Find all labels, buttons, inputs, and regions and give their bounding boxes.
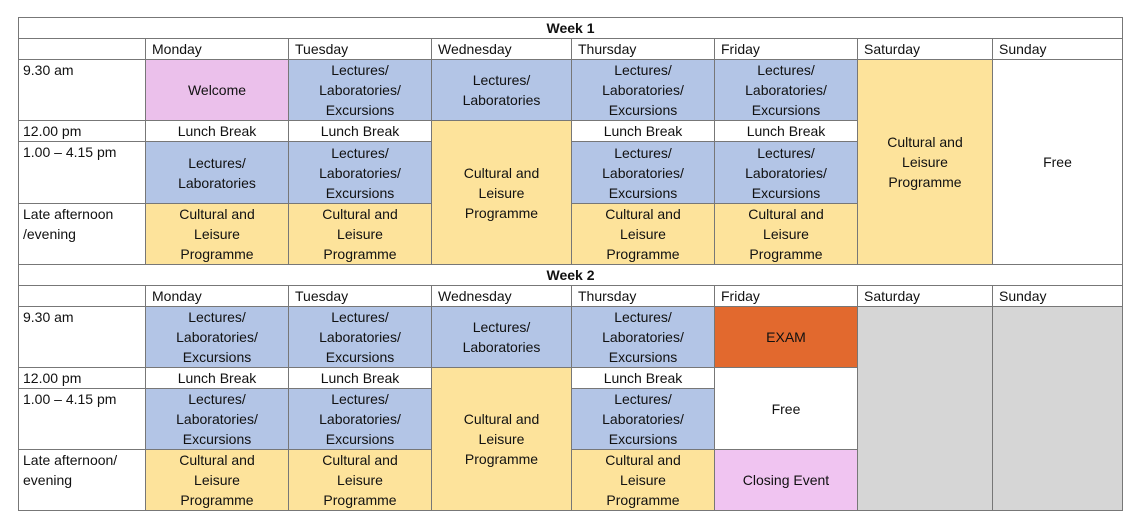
week2-tuesday-930: Lectures/ Laboratories/ Excursions [289, 307, 432, 368]
week1-friday-lunch: Lunch Break [715, 121, 858, 142]
schedule-table [18, 17, 1123, 511]
week1-tuesday-100: Lectures/ Laboratories/ Excursions [289, 142, 432, 204]
week2-monday-930: Lectures/ Laboratories/ Excursions [146, 307, 289, 368]
week1-day-tuesday: Tuesday [289, 39, 432, 60]
week2-time-930: 9.30 am [19, 307, 146, 368]
week2-friday-free: Free [715, 368, 858, 450]
week2-day-sunday: Sunday [993, 286, 1123, 307]
week2-wednesday-930: Lectures/ Laboratories [432, 307, 572, 368]
week1-tuesday-late: Cultural and Leisure Programme [289, 204, 432, 265]
week1-time-1200: 12.00 pm [19, 121, 146, 142]
week1-saturday-programme: Cultural and Leisure Programme [858, 60, 993, 265]
week1-thursday-930: Lectures/ Laboratories/ Excursions [572, 60, 715, 121]
week2-tuesday-100: Lectures/ Laboratories/ Excursions [289, 389, 432, 450]
week1-day-thursday: Thursday [572, 39, 715, 60]
week2-friday-closing-event: Closing Event [715, 450, 858, 511]
week2-corner-cell [19, 286, 146, 307]
week1-sunday-free: Free [993, 60, 1123, 265]
week1-monday-930: Welcome [146, 60, 289, 121]
week2-monday-100: Lectures/ Laboratories/ Excursions [146, 389, 289, 450]
week1-friday-100: Lectures/ Laboratories/ Excursions [715, 142, 858, 204]
week1-day-sunday: Sunday [993, 39, 1123, 60]
week1-time-930: 9.30 am [19, 60, 146, 121]
week1-tuesday-930: Lectures/ Laboratories/ Excursions [289, 60, 432, 121]
week2-thursday-late: Cultural and Leisure Programme [572, 450, 715, 511]
week2-day-friday: Friday [715, 286, 858, 307]
week1-time-100: 1.00 – 4.15 pm [19, 142, 146, 204]
week1-title: Week 1 [19, 18, 1123, 39]
week2-tuesday-lunch: Lunch Break [289, 368, 432, 389]
week2-time-1200: 12.00 pm [19, 368, 146, 389]
week2-thursday-lunch: Lunch Break [572, 368, 715, 389]
week1-thursday-100: Lectures/ Laboratories/ Excursions [572, 142, 715, 204]
week2-thursday-100: Lectures/ Laboratories/ Excursions [572, 389, 715, 450]
week1-wednesday-afternoon: Cultural and Leisure Programme [432, 121, 572, 265]
week1-time-late: Late afternoon /evening [19, 204, 146, 265]
week1-corner-cell [19, 39, 146, 60]
week1-day-saturday: Saturday [858, 39, 993, 60]
week1-wednesday-930: Lectures/ Laboratories [432, 60, 572, 121]
week1-tuesday-lunch: Lunch Break [289, 121, 432, 142]
week2-day-monday: Monday [146, 286, 289, 307]
week2-friday-exam: EXAM [715, 307, 858, 368]
week1-thursday-late: Cultural and Leisure Programme [572, 204, 715, 265]
week1-day-monday: Monday [146, 39, 289, 60]
week2-day-saturday: Saturday [858, 286, 993, 307]
week1-day-wednesday: Wednesday [432, 39, 572, 60]
week1-friday-late: Cultural and Leisure Programme [715, 204, 858, 265]
week2-day-tuesday: Tuesday [289, 286, 432, 307]
week2-sunday-unavailable [993, 307, 1123, 511]
week2-time-late: Late afternoon/ evening [19, 450, 146, 511]
week2-wednesday-afternoon: Cultural and Leisure Programme [432, 368, 572, 511]
week2-saturday-unavailable [858, 307, 993, 511]
week2-title: Week 2 [19, 265, 1123, 286]
week2-thursday-930: Lectures/ Laboratories/ Excursions [572, 307, 715, 368]
week1-monday-lunch: Lunch Break [146, 121, 289, 142]
week2-monday-lunch: Lunch Break [146, 368, 289, 389]
week1-monday-late: Cultural and Leisure Programme [146, 204, 289, 265]
week2-tuesday-late: Cultural and Leisure Programme [289, 450, 432, 511]
week2-day-wednesday: Wednesday [432, 286, 572, 307]
week1-thursday-lunch: Lunch Break [572, 121, 715, 142]
week2-time-100: 1.00 – 4.15 pm [19, 389, 146, 450]
week2-day-thursday: Thursday [572, 286, 715, 307]
week2-monday-late: Cultural and Leisure Programme [146, 450, 289, 511]
week1-friday-930: Lectures/ Laboratories/ Excursions [715, 60, 858, 121]
week1-monday-100: Lectures/ Laboratories [146, 142, 289, 204]
week1-day-friday: Friday [715, 39, 858, 60]
